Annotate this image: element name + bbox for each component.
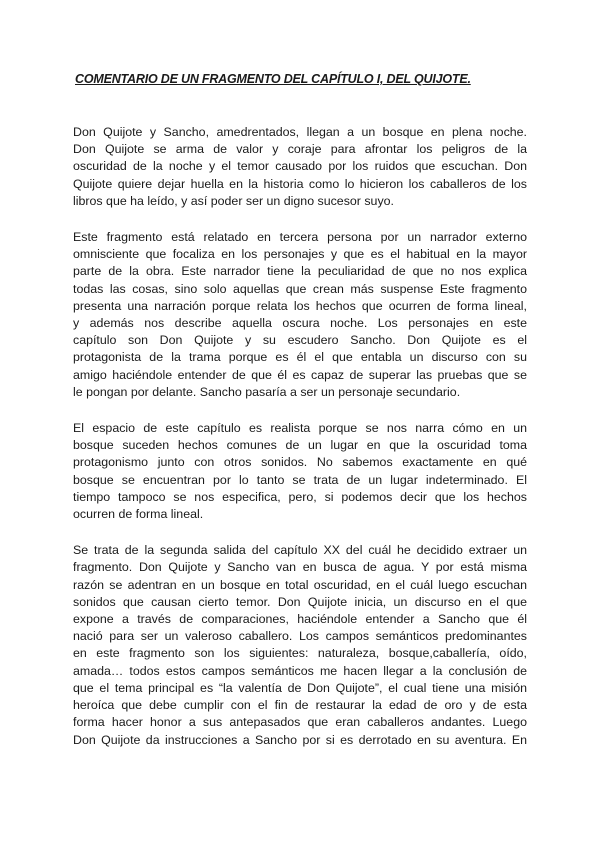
text-line: libros que ha leído, y así poder ser un digno sucesor suyo. [73,193,394,208]
text-line: razón se adentran en un bosque en total oscuridad, en el cuál luego escuchan [73,577,527,592]
paragraph-summary [73,124,527,210]
text-line: omnisciente que focaliza en los personajes y que es el habitual en la mayor [73,247,527,262]
paragraph-narrator [73,229,527,401]
text-line: Quijote quiere dejar huella en la historia como lo hicieron los caballeros de los [73,176,527,191]
text-line: tiempo tampoco se nos especifica, pero, si podemos decir que los hechos [73,489,527,504]
text-line: forma hacer honor a sus antepasados que eran caballeros andantes. Luego [73,715,527,730]
text-line: amigo haciéndole entender de que él es capaz de superar las pruebas que se [73,367,527,382]
text-line: todas las cosas, sino solo aquellas que crean más suspense Este fragmento [73,281,527,296]
document-title: COMENTARIO DE UN FRAGMENTO DEL CAPÍTULO I, DEL QUIJOTE. [75,72,471,86]
text-line: Este fragmento está relatado en tercera persona por un narrador externo [73,230,527,245]
text-line: heroíca que debe cumplir con el fin de restaurar la edad de oro y de esta [73,698,527,713]
text-line: El espacio de este capítulo es realista porque se nos narra cómo en un [73,421,527,436]
text-line: capítulo son Don Quijote y su escudero Sancho. Don Quijote es el [73,333,527,348]
text-line: nació para ser un valeroso caballero. Los campos semánticos predominantes [73,629,527,644]
text-line: sonidos que causan cierto temor. Don Quijote inicia, un discurso en el que [73,594,527,609]
text-line: oscuridad de la noche y el temor causado por los ruidos que escuchan. Don [73,159,527,174]
text-line: en este fragmento son los siguientes: naturaleza, bosque,caballería, oído, [73,646,527,661]
text-line: le pongan por delante. Sancho pasaría a ser un personaje secundario. [73,384,461,399]
text-line: Don Quijote se arma de valor y coraje para afrontar los peligros de la [73,142,527,157]
text-line: Se trata de la segunda salida del capítulo XX del cuál he decidido extraer un [73,543,527,558]
paragraph-theme [73,542,527,748]
text-line: amada… todos estos campos semánticos me hacen llegar a la conclusión de [73,663,527,678]
text-line: presenta una narración porque relata los hechos que ocurren de forma lineal, [73,298,527,313]
text-line: Don Quijote y Sancho, amedrentados, llegan a un bosque en plena noche. [73,125,527,139]
text-line: ocurren de forma lineal. [73,507,204,522]
text-line: parte de la obra. Este narrador tiene la peculiaridad de que no nos explica [73,264,527,279]
text-line: protagonismo junto con otros sonidos. No sabemos exactamente en qué [73,455,527,470]
text-line: bosque suceden hechos comunes de un lugar en que la oscuridad toma [73,438,527,453]
document-body [73,124,527,768]
text-line: bosque se encuentran por lo tanto se trata de un lugar indeterminado. El [73,472,527,487]
text-line: que el tema principal es “la valentía de Don Quijote”, el cual tiene una misión [73,680,527,695]
text-line: fragmento. Don Quijote y Sancho van en busca de agua. Y por está misma [73,560,527,575]
text-line: expone a través de comparaciones, haciéndole entender a Sancho que él [73,612,527,627]
text-line: y además nos describe aquella oscura noche. Los personajes en este [73,316,527,331]
paragraph-setting [73,420,527,523]
text-line: protagonista de la trama porque es él el que entabla un discurso con su [73,350,527,365]
text-line: Don Quijote da instrucciones a Sancho por si es derrotado en su aventura. En [73,732,527,747]
